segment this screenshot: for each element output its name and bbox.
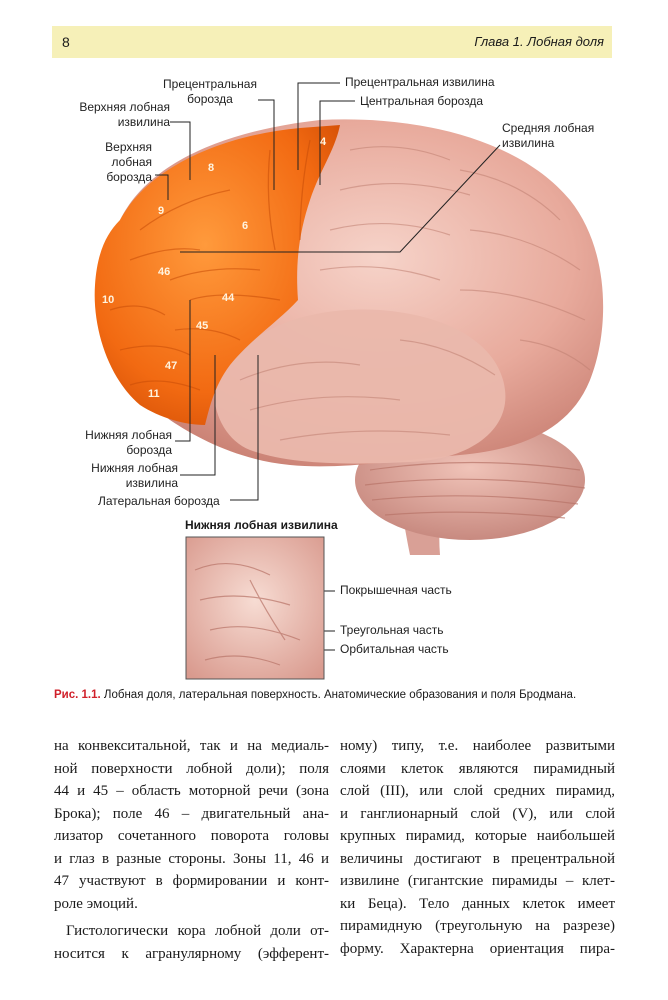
- text-line: на конвекситальной, так и на медиаль-: [54, 738, 329, 754]
- text-line: пирамидную (треугольную на разрезе): [340, 918, 615, 934]
- text-line: Гистологически кора лобной доли от-: [66, 923, 329, 939]
- caption-label: Рис. 1.1.: [54, 689, 101, 701]
- label-superior-frontal-sulcus: Верхняя лобная борозда: [105, 140, 152, 184]
- page-number: 8: [62, 34, 70, 50]
- brodmann-11: 11: [148, 388, 160, 400]
- text-line: слой (III), или слой средних пирамид,: [340, 783, 615, 799]
- text-line: ному) типу, т.е. наиболее развитыми: [340, 738, 615, 754]
- text-line: и глаз в разные стороны. Зоны 11, 46 и: [54, 850, 329, 867]
- label-inferior-frontal-sulcus: Нижняя лобная борозда: [85, 428, 172, 457]
- text-line: величины достигают в прецентральной: [340, 850, 615, 867]
- label-middle-frontal-gyrus: Средняя лобная извилина: [502, 121, 595, 150]
- brodmann-4: 4: [320, 136, 327, 148]
- label-opercular-part: Покрышечная часть: [340, 583, 452, 597]
- brodmann-44: 44: [222, 292, 235, 304]
- text-line: носится к агранулярному (эфферент-: [54, 945, 329, 962]
- text-line: ки Беца). Тело данных клеток имеет: [340, 895, 615, 912]
- page-header: [52, 26, 612, 58]
- text-line: ной поверхности лобной доли); поля: [54, 760, 329, 777]
- label-triangular-part: Треугольная часть: [340, 623, 444, 637]
- brodmann-10: 10: [102, 294, 115, 306]
- label-orbital-part: Орбитальная часть: [340, 642, 449, 656]
- figure-caption: [54, 689, 576, 701]
- label-superior-frontal-gyrus: Верхняя лобная извилина: [79, 100, 170, 129]
- label-lateral-sulcus: Латеральная борозда: [98, 494, 220, 508]
- text-line: и ганглионарный слой (V), или слой: [340, 805, 615, 822]
- running-head: Глава 1. Лобная доля: [474, 34, 604, 49]
- brodmann-8: 8: [208, 162, 215, 174]
- text-line: роле эмоций.: [54, 895, 138, 912]
- text-line: крупных пирамид, которые наибольшей: [340, 828, 615, 844]
- label-precentral-sulcus: Прецентральная борозда: [163, 77, 257, 106]
- label-central-sulcus: Центральная борозда: [360, 94, 484, 108]
- text-line: извилине (гигантские пирамиды – клет-: [340, 873, 615, 889]
- label-precentral-gyrus: Прецентральная извилина: [345, 75, 495, 89]
- brodmann-47: 47: [165, 360, 178, 372]
- inset-title: Нижняя лобная извилина: [185, 518, 338, 532]
- brodmann-6: 6: [242, 220, 249, 232]
- brain-figure: [0, 60, 668, 685]
- text-line: лизатор сочетанного поворота головы: [54, 828, 329, 844]
- text-line: 44 и 45 – область моторной речи (зона: [54, 783, 329, 799]
- text-line: слоями клеток являются пирамидный: [340, 760, 615, 777]
- text-line: форму. Характерна ориентация пира-: [340, 940, 615, 957]
- caption-text: Лобная доля, латеральная поверхность. Анатомические образования и поля Бродмана.: [100, 689, 577, 701]
- brodmann-9: 9: [158, 205, 165, 217]
- body-column-right: [340, 735, 615, 960]
- label-inferior-frontal-gyrus: Нижняя лобная извилина: [91, 461, 178, 490]
- brodmann-45: 45: [196, 320, 209, 332]
- text-line: 47 участвуют в формировании и конт-: [54, 873, 329, 889]
- brodmann-46: 46: [158, 266, 171, 278]
- text-line: Брока); поле 46 – двигательный ана-: [54, 805, 329, 822]
- body-column-left: [54, 735, 329, 965]
